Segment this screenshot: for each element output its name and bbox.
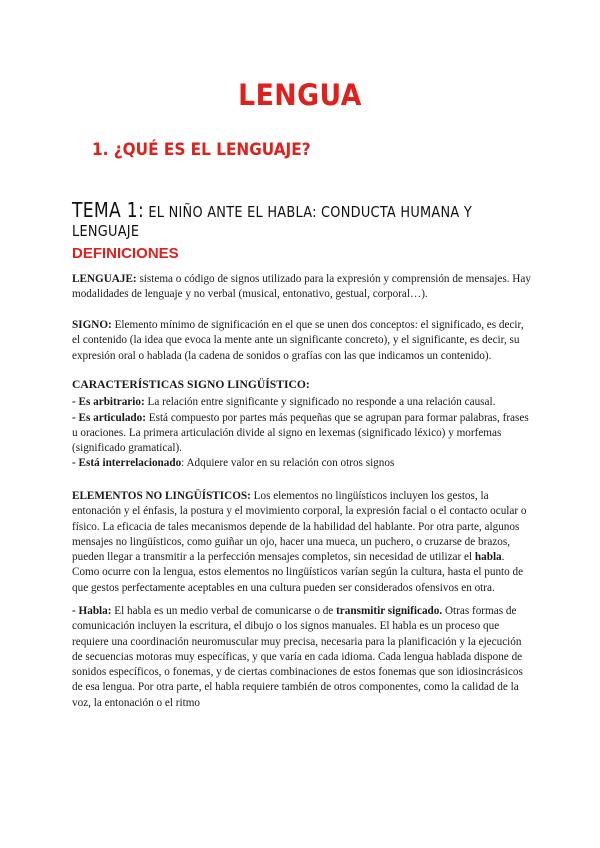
elementos-term: ELEMENTOS NO LINGÜÍSTICOS: — [72, 490, 251, 502]
list-item — [72, 411, 532, 457]
signo-text: Elemento mínimo de significación en el que se unen dos conceptos: el significado, es decir, el contenido (la idea que evoca la mente ante un significante concreto), y el significante, es decir, su expresión oral o hablada (la cadena de sonidos o grafías con las que indicamos un contenido). — [72, 319, 524, 362]
signo-term: SIGNO: — [72, 319, 112, 331]
elementos-no-linguisticos — [72, 489, 532, 596]
lenguaje-term: LENGUAJE: — [72, 273, 137, 285]
lenguaje-definition — [72, 272, 532, 303]
item-term: - Es arbitrario: — [72, 396, 145, 409]
definiciones-heading: DEFINICIONES — [72, 245, 179, 262]
elementos-text: Los elementos no lingüísticos incluyen los gestos, la entonación y el énfasis, la postura y el movimiento corporal, la expresión facial o el contacto ocular o físico. La eficacia de tales mecanismos depende de la habilidad del hablante. Por otra parte, algunos mensajes no lingüísticos, como guiñar un ojo, hacer una mueca, un puchero, o cruzarse de brazos, pueden llegar a transmitir a la perfección mensajes completos, sin necesidad de utilizar el — [72, 490, 527, 564]
tema-title: EL NIÑO ANTE EL HABLA: CONDUCTA HUMANA Y LENGUAJE — [72, 203, 472, 240]
signo-definition — [72, 318, 532, 364]
tema-heading — [72, 198, 526, 240]
page-title: LENGUA — [238, 78, 362, 112]
habla-term: - Habla: — [72, 605, 112, 617]
elementos-bold: habla — [474, 551, 502, 564]
habla-text-end: Otras formas de comunicación incluyen la escritura, el dibujo o los signos manuales. El habla es un proceso que requiere una coordinación neuromuscular muy precisa, necesaria para la planificación y la ejecución de secuencias motoras muy específicas, y que varía en cada idioma. Cada lengua hablada dispone de sonidos específicos, o fonemas, y de ciertas combinaciones de estos fonemas que son idiosincrásicos de esa lengua. Por otra parte, el habla requiere también de otros componentes, como la calidad de la voz, la entonación o el ritmo — [72, 605, 523, 709]
caracteristicas-heading: CARACTERÍSTICAS SIGNO LINGÜÍSTICO: — [72, 378, 310, 391]
elementos-text-end: . Como ocurre con la lengua, estos elementos no lingüísticos varían según la cultura, hasta el punto de que gestos perfectamente aceptables en una cultura pueden ser considerados ofensivos en otra. — [72, 551, 524, 594]
list-item — [72, 395, 532, 410]
lenguaje-text: sistema o código de signos utilizado para la expresión y comprensión de mensajes. Hay modalidades de lenguaje y no verbal (musical, entonativo, gestual, corporal…). — [72, 273, 531, 301]
item-term: - Es articulado: — [72, 411, 146, 424]
item-text: La relación entre significante y significado no responde a una relación causal. — [144, 396, 496, 409]
item-text: : Adquiere valor en su relación con otros signos — [181, 457, 395, 470]
habla-bold: transmitir significado. — [336, 605, 443, 617]
list-item — [72, 456, 532, 471]
item-text: Está compuesto por partes más pequeñas que se agrupan para formar palabras, frases u oraciones. La primera articulación divide al signo en lexemas (significado léxico) y morfemas (significado gramatical). — [72, 411, 529, 455]
item-term: - Está interrelacionado — [72, 457, 182, 470]
section-heading: 1. ¿QUÉ ES EL LENGUAJE? — [92, 140, 311, 160]
caracteristicas-section — [72, 377, 532, 472]
habla-definition — [72, 604, 532, 711]
tema-label: TEMA 1: — [72, 198, 144, 222]
habla-text: El habla es un medio verbal de comunicarse o de — [111, 605, 337, 617]
